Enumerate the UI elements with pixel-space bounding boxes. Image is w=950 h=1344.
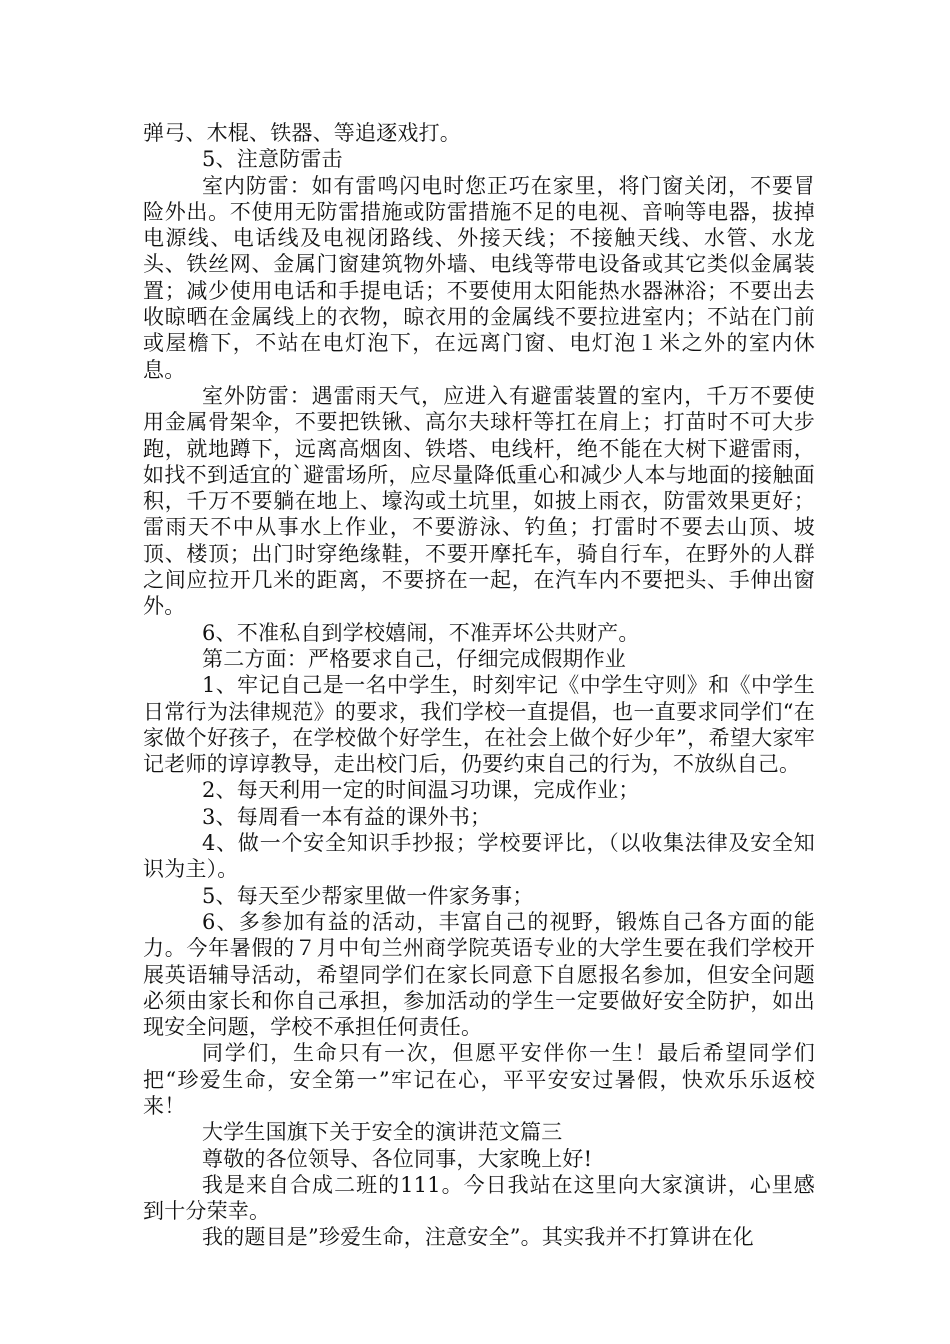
section-heading: 5、注意防雷击 — [202, 147, 343, 172]
paragraph: 室外防雷：遇雷雨天气，应进入有避雷装置的室内，千万不要使用金属骨架伞，不要把铁锹、高尔夫球杆等扛在肩上；打苗时不可大步跑，就地蹲下，远离高烟囱、铁塔、电线杆，绝不能在大树下避雷雨，如找不到适宜的`避雷场所，应尽量降低重心和减少人本与地面的接触面积，千万不要躺在地上、壕沟或土坑里，如披上雨衣，防雷效果更好；雷雨天不中从事水上作业，不要游泳、钓鱼；打雷时不要去山顶、坡顶、楼顶；出门时穿绝缘鞋，不要开摩托车，骑自行车，在野外的人群之间应拉开几米的距离，不要挤在一起，在汽车内不要把头、手伸出窗外。 — [143, 383, 815, 619]
list-item: 6、多参加有益的活动，丰富自己的视野，锻炼自己各方面的能力。今年暑假的７月中旬兰州商学院英语专业的大学生要在我们学校开展英语辅导活动，希望同学们在家长同意下自愿报名参加，但安全问题必须由家长和你自己承担，参加活动的学生一定要做好安全防护，如出现安全问题，学校不承担任何责任。 — [143, 909, 815, 1040]
paragraph: 我是来自合成二班的111。今日我站在这里向大家演讲，心里感到十分荣幸。 — [143, 1172, 815, 1224]
paragraph: 室内防雷：如有雷鸣闪电时您正巧在家里，将门窗关闭，不要冒险外出。不使用无防雷措施或防雷措施不足的电视、音响等电器，拔掉电源线、电话线及电视闭路线、外接天线；不接触天线、水管、水龙头、铁丝网、金属门窗建筑物外墙、电线等带电设备或其它类似金属装置；减少使用电话和手提电话；不要使用太阳能热水器淋浴；不要出去收晾晒在金属线上的衣物，晾衣用的金属线不要拉进室内；不站在门前或屋檐下，不站在电灯泡下，在远离门窗、电灯泡１米之外的室内休息。 — [143, 173, 815, 382]
section-heading: 第二方面：严格要求自己，仔细完成假期作业 — [202, 646, 626, 671]
paragraph: 同学们，生命只有一次，但愿平安伴你一生！最后希望同学们把“珍爱生命，安全第一”牢记在心，平平安安过暑假，快欢乐乐返校来！ — [143, 1041, 815, 1118]
list-item: 2、每天利用一定的时间温习功课，完成作业； — [202, 778, 640, 803]
salutation: 尊敬的各位领导、各位同事，大家晚上好! — [202, 1146, 593, 1171]
list-item: 3、每周看一本有益的课外书； — [202, 804, 492, 829]
document-body — [143, 120, 815, 1251]
paragraph: 6、不准私自到学校嬉闹，不准弄坏公共财产。 — [202, 620, 640, 645]
paragraph: 我的题目是”珍爱生命，注意安全”。其实我并不打算讲在化 — [202, 1225, 754, 1250]
list-item: 5、每天至少帮家里做一件家务事； — [202, 883, 534, 908]
list-item: 1、牢记自己是一名中学生，时刻牢记《中学生守则》和《中学生日常行为法律规范》的要求，我们学校一直提倡，也一直要求同学们“在家做个好孩子，在学校做个好学生，在社会上做个好少年”，希望大家牢记老师的谆谆教导，走出校门后，仍要约束自己的行为，不放纵自己。 — [143, 673, 815, 777]
article-title: 大学生国旗下关于安全的演讲范文篇三 — [202, 1120, 563, 1145]
paragraph: 弹弓、木棍、铁器、等追逐戏打。 — [143, 121, 461, 145]
list-item: 4、做一个安全知识手抄报；学校要评比，（以收集法律及安全知识为主）。 — [143, 831, 815, 882]
